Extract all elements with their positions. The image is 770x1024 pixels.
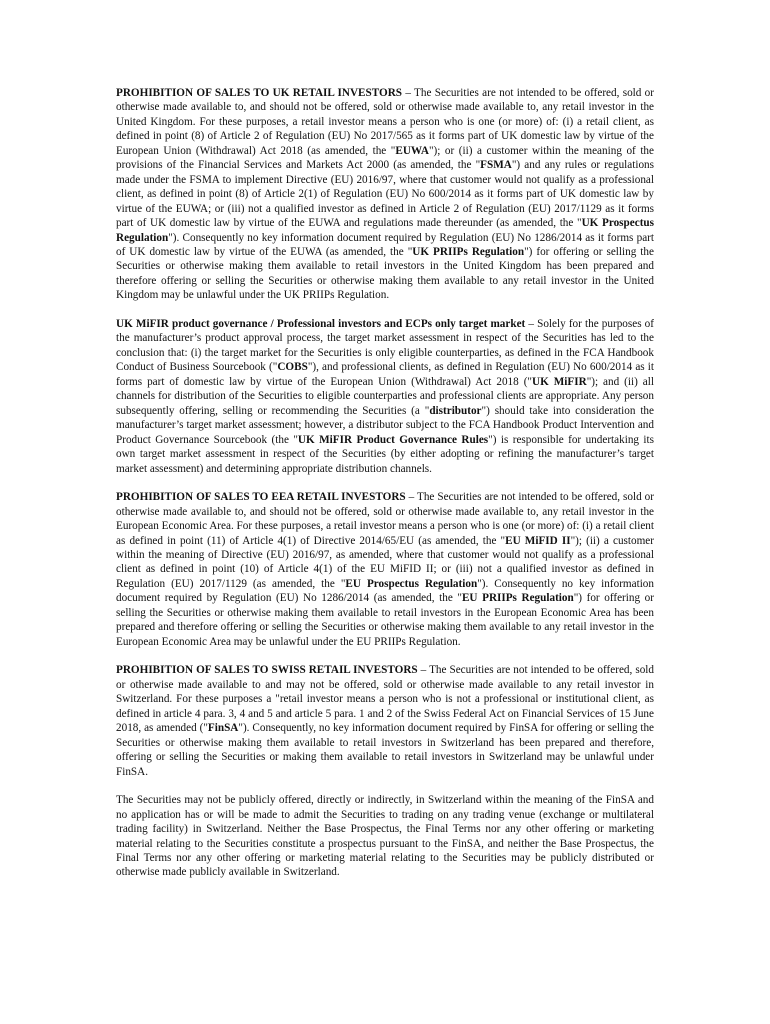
document-page bbox=[116, 86, 654, 894]
paragraph-swiss-public-offer bbox=[116, 793, 654, 880]
paragraph-swiss-retail-investors bbox=[116, 663, 654, 779]
bold-term: PROHIBITION OF SALES TO UK RETAIL INVESTORS bbox=[116, 87, 403, 99]
text-run: "); (ii) a customer within the meaning of Directive (EU) 2016/97, as amended, where that customer would not qualify as a professional client as defined in point (10) of Article 4(1) of the EU MiFID II; or (iii) not a qualified investor as defined in Regulation (EU) 2017/1129 (as amended, the " bbox=[116, 534, 654, 590]
bold-term: PROHIBITION OF SALES TO EEA RETAIL INVESTORS bbox=[116, 491, 406, 504]
bold-term: FSMA bbox=[480, 159, 512, 172]
bold-term: EU MiFID II bbox=[505, 534, 571, 547]
text-run: ") is responsible for undertaking its own target market assessment in respect of the Securities (by either adopting or refining the manufacturer’s target market assessment) and determining appropriate distribution channels. bbox=[116, 433, 655, 475]
bold-term: EU PRIIPs Regulation bbox=[461, 592, 574, 605]
bold-term: EU Prospectus Regulation bbox=[345, 577, 478, 590]
text-run: "). Consequently, no key information document required by FinSA for offering or selling the Securities or otherwise making them available to retail investors in Switzerland has been prepared and therefore, offering or selling the Securities or making them available to retail investors in Switzerland may be unlawful under FinSA. bbox=[116, 722, 655, 778]
text-run: – The Securities are not intended to be offered, sold or otherwise made available to, and should not be offered, sold or otherwise made available to, any retail investor in the United Kingdom. For these purposes, a retail investor means a person who is one (or more) of: (i) a retail client, as defined in point (8) of Article 2 of Regulation (EU) No 2017/565 as it forms part of UK domestic law by virtue of the European Union (Withdrawal) Act 2018 (as amended, the " bbox=[116, 87, 654, 157]
text-run: "). Consequently no key information document required by Regulation (EU) No 1286/2014 as it forms part of UK domestic law by virtue of the EUWA (as amended, the " bbox=[116, 231, 654, 258]
text-run: "); and (ii) all channels for distribution of the Securities to eligible counterparties and professional clients are appropriate. Any person subsequently offering, selling or recommending the Securities (a " bbox=[116, 375, 654, 417]
text-run: ") and any rules or regulations made under the FSMA to implement Directive (EU) 2016/97, where that customer would not qualify as a professional client, as defined in point (8) of Article 2(1) of Regulation (EU) No 600/2014 as it forms part of UK domestic law by virtue of the EUWA; or (iii) not a qualified investor as defined in Article 2 of Regulation (EU) 2017/1129 as it forms part of UK domestic law by virtue of the EUWA and regulations made thereunder (as amended, the " bbox=[116, 159, 654, 230]
paragraph-eea-retail-investors bbox=[116, 490, 654, 649]
text-run: – The Securities are not intended to be offered, sold or otherwise made available to, and should not be offered, sold or otherwise made available to, any retail investor in the European Economic Area. For these purposes, a retail investor means a person who is one (or more) of: (i) a retail client as defined in point (11) of Article 4(1) of Directive 2014/65/EU (as amended, the " bbox=[116, 491, 655, 547]
text-run: ") for offering or selling the Securities or otherwise making them available to retail investors in the United Kingdom has been prepared and therefore offering or selling the Securities or otherwise making them available to any retail investor in the United Kingdom may be unlawful under the UK PRIIPs Regulation. bbox=[116, 245, 654, 302]
text-run: "), and professional clients, as defined in Regulation (EU) No 600/2014 as it forms part of domestic law by virtue of the European Union (Withdrawal) Act 2018 (" bbox=[116, 361, 655, 388]
bold-term: COBS bbox=[277, 361, 308, 374]
text-run: – The Securities are not intended to be offered, sold or otherwise made available to and may not be offered, sold or otherwise made available to any retail investor in Switzerland. For these purposes a "retail investor means a person who is not a professional or institutional client, as defined in article 4 para. 3, 4 and 5 and article 5 para. 1 and 2 of the Swiss Federal Act on Financial Services of 15 June 2018, as amended (" bbox=[116, 664, 654, 735]
text-run: The Securities may not be publicly offered, directly or indirectly, in Switzerland within the meaning of the FinSA and no application has or will be made to admit the Securities to trading on any trading venue (exchange or multilateral trading facility) in Switzerland. Neither the Base Prospectus, the Final Terms nor any other offering or marketing material relating to the Securities constitute a prospectus pursuant to the FinSA, and neither the Base Prospectus, the Final Terms nor any other offering or marketing material relating to the Securities may be publicly distributed or otherwise made publicly available in Switzerland. bbox=[116, 794, 654, 879]
bold-term: EUWA bbox=[395, 144, 429, 157]
bold-term: FinSA bbox=[207, 722, 239, 735]
bold-term: UK MiFIR Product Governance Rules bbox=[297, 433, 489, 446]
text-run: ") should take into consideration the manufacturer’s target market assessment; however, a distributor subject to the FCA Handbook Product Intervention and Product Governance Sourcebook (the " bbox=[116, 404, 654, 446]
text-run: ") for offering or selling the Securities or otherwise making them available to retail investors in the European Economic Area has been prepared and therefore offering or selling the Securities or otherwise making them available to any retail investor in the European Economic Area may be unlawful under the EU PRIIPs Regulation. bbox=[116, 592, 654, 648]
text-run: "). Consequently no key information document required by Regulation (EU) No 1286/2014 (as amended, the " bbox=[116, 577, 654, 605]
bold-term: PROHIBITION OF SALES TO SWISS RETAIL INVESTORS bbox=[116, 664, 418, 677]
paragraph-uk-retail-investors bbox=[116, 86, 654, 303]
bold-term: UK MiFIR bbox=[532, 375, 587, 388]
text-run: "); or (ii) a customer within the meaning of the provisions of the Financial Services and Markets Act 2000 (as amended, the " bbox=[116, 144, 654, 172]
text-run: – Solely for the purposes of the manufacturer’s product approval process, the target market assessment in respect of the Securities has led to the conclusion that: (i) the target market for the Securities is only eligible counterparties, as defined in the FCA Handbook Conduct of Business Sourcebook (" bbox=[116, 317, 654, 374]
bold-term: distributor bbox=[429, 404, 482, 417]
paragraph-uk-mifir-product-governance bbox=[116, 317, 654, 476]
bold-term: UK MiFIR product governance / Professional investors and ECPs only target market bbox=[116, 317, 526, 330]
bold-term: UK PRIIPs Regulation bbox=[412, 245, 525, 258]
bold-term: UK Prospectus Regulation bbox=[116, 217, 654, 244]
